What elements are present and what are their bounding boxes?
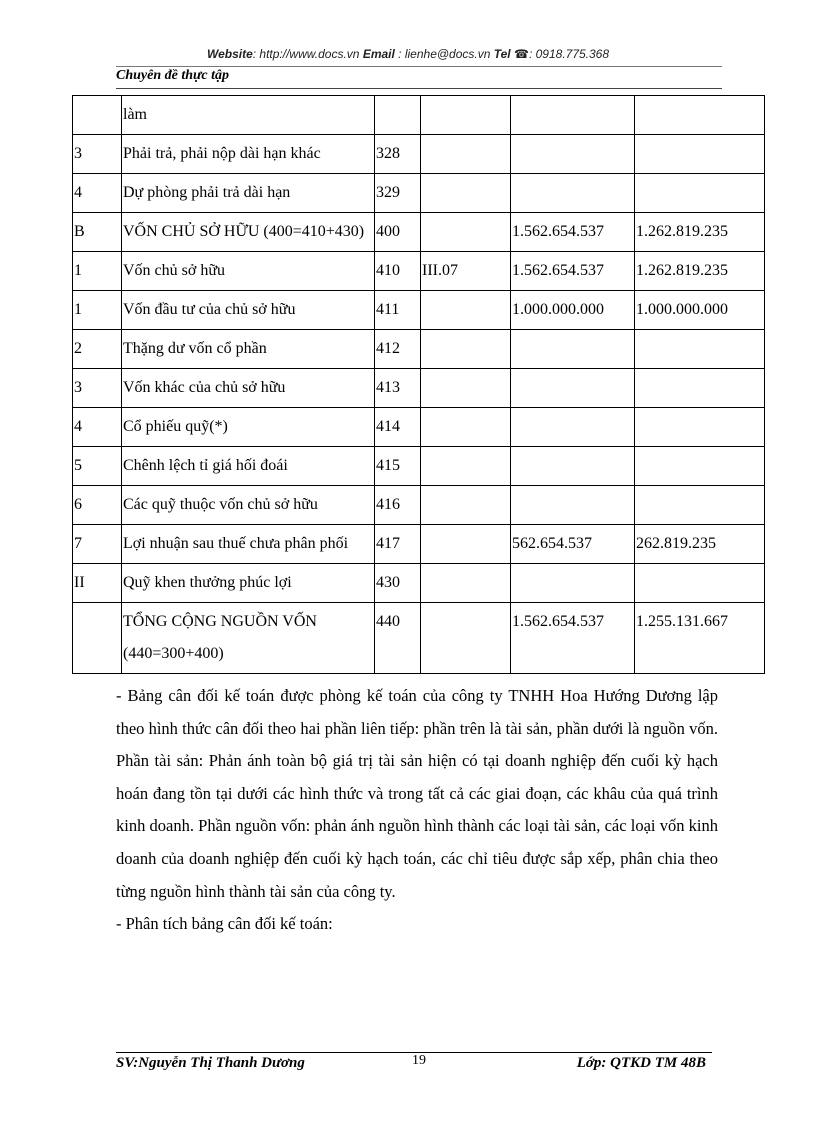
cell-end xyxy=(511,330,635,369)
paragraph-analysis-heading: - Phân tích bảng cân đối kế toán: xyxy=(116,914,333,934)
cell-note xyxy=(421,135,511,174)
cell-label: Phải trả, phải nộp dài hạn khác xyxy=(122,135,375,174)
cell-begin xyxy=(635,174,765,213)
cell-note xyxy=(421,564,511,603)
cell-begin: 1.255.131.667 xyxy=(635,603,765,674)
cell-code xyxy=(375,96,421,135)
cell-stt: 4 xyxy=(73,174,122,213)
cell-end xyxy=(511,369,635,408)
cell-stt: 1 xyxy=(73,252,122,291)
cell-label: Các quỹ thuộc vốn chủ sở hữu xyxy=(122,486,375,525)
cell-label: Vốn khác của chủ sở hữu xyxy=(122,369,375,408)
phone-icon: ☎ xyxy=(514,47,529,61)
table-row xyxy=(73,252,765,291)
cell-end xyxy=(511,174,635,213)
website-label: Website xyxy=(206,47,253,61)
cell-stt: 2 xyxy=(73,330,122,369)
cell-label: VỐN CHỦ SỞ HỮU (400=410+430) xyxy=(122,213,375,252)
cell-end: 1.562.654.537 xyxy=(511,603,635,674)
table-row xyxy=(73,330,765,369)
cell-code: 430 xyxy=(375,564,421,603)
table-row xyxy=(73,564,765,603)
cell-begin: 1.000.000.000 xyxy=(635,291,765,330)
cell-label: Vốn đầu tư của chủ sở hữu xyxy=(122,291,375,330)
cell-end: 1.562.654.537 xyxy=(511,213,635,252)
cell-begin xyxy=(635,447,765,486)
cell-stt xyxy=(73,603,122,674)
cell-stt: 6 xyxy=(73,486,122,525)
cell-label: Quỹ khen thưởng phúc lợi xyxy=(122,564,375,603)
table-row xyxy=(73,369,765,408)
body-text xyxy=(116,680,718,941)
cell-note xyxy=(421,330,511,369)
cell-note xyxy=(421,213,511,252)
cell-stt: II xyxy=(73,564,122,603)
cell-label: Vốn chủ sở hữu xyxy=(122,252,375,291)
cell-stt: 5 xyxy=(73,447,122,486)
cell-end xyxy=(511,564,635,603)
table-row xyxy=(73,174,765,213)
cell-begin xyxy=(635,369,765,408)
cell-begin xyxy=(635,408,765,447)
cell-code: 414 xyxy=(375,408,421,447)
class-name: Lớp: QTKD TM 48B xyxy=(576,1055,706,1071)
cell-label: TỔNG CỘNG NGUỒN VỐN (440=300+400) xyxy=(122,603,375,674)
cell-code: 411 xyxy=(375,291,421,330)
student-name: SV:Nguyễn Thị Thanh Dương xyxy=(116,1055,305,1071)
cell-label: Cổ phiếu quỹ(*) xyxy=(122,408,375,447)
table-row xyxy=(73,213,765,252)
cell-begin: 262.819.235 xyxy=(635,525,765,564)
balance-sheet-table xyxy=(72,95,765,674)
table-row xyxy=(73,603,765,674)
cell-label: Thặng dư vốn cổ phần xyxy=(122,330,375,369)
email-value: : lienhe@docs.vn xyxy=(398,47,491,61)
cell-begin xyxy=(635,330,765,369)
cell-note xyxy=(421,291,511,330)
cell-stt: 4 xyxy=(73,408,122,447)
subject-divider xyxy=(116,88,722,89)
cell-end xyxy=(511,135,635,174)
cell-code: 415 xyxy=(375,447,421,486)
cell-end xyxy=(511,447,635,486)
cell-begin xyxy=(635,96,765,135)
cell-end: 1.562.654.537 xyxy=(511,252,635,291)
table-row xyxy=(73,486,765,525)
page-number: 19 xyxy=(412,1053,426,1068)
cell-end xyxy=(511,96,635,135)
cell-label: Lợi nhuận sau thuế chưa phân phối xyxy=(122,525,375,564)
cell-note xyxy=(421,603,511,674)
email-label: Email xyxy=(362,47,395,61)
cell-code: 417 xyxy=(375,525,421,564)
table-row xyxy=(73,96,765,135)
cell-begin xyxy=(635,135,765,174)
cell-note xyxy=(421,369,511,408)
page-header xyxy=(0,47,816,61)
cell-begin: 1.262.819.235 xyxy=(635,252,765,291)
table-row xyxy=(73,135,765,174)
cell-note: III.07 xyxy=(421,252,511,291)
cell-stt: B xyxy=(73,213,122,252)
cell-stt: 3 xyxy=(73,369,122,408)
cell-code: 410 xyxy=(375,252,421,291)
table-row xyxy=(73,525,765,564)
cell-code: 412 xyxy=(375,330,421,369)
cell-stt: 7 xyxy=(73,525,122,564)
cell-note xyxy=(421,174,511,213)
cell-label: Chênh lệch tỉ giá hối đoái xyxy=(122,447,375,486)
cell-note xyxy=(421,447,511,486)
cell-stt xyxy=(73,96,122,135)
page-footer xyxy=(116,1055,712,1077)
table-row xyxy=(73,447,765,486)
cell-end: 1.000.000.000 xyxy=(511,291,635,330)
cell-begin xyxy=(635,564,765,603)
cell-end xyxy=(511,486,635,525)
cell-note xyxy=(421,408,511,447)
tel-label: Tel xyxy=(493,47,511,61)
cell-code: 400 xyxy=(375,213,421,252)
paragraph-description: - Bảng cân đối kế toán được phòng kế toán của công ty TNHH Hoa Hướng Dương lập theo hình thức cân đối theo hai phần liên tiếp: phần trên là tài sản, phần dưới là nguồn vốn. Phần tài sản: Phản ánh toàn bộ giá trị tài sản hiện có tại doanh nghiệp đến cuối kỳ hạch hoán đang tồn tại dưới các hình thức và trong tất cả các giai đoạn, các khâu của quá trình kinh doanh. Phần nguồn vốn: phản ánh nguồn hình thành các loại tài sản, các loại vốn kinh doanh của doanh nghiệp đến cuối kỳ hạch toán, các chỉ tiêu được sắp xếp, phân chia theo từng nguồn hình thành tài sản của công ty. xyxy=(116,686,718,901)
table-row xyxy=(73,291,765,330)
cell-label: Dự phòng phải trả dài hạn xyxy=(122,174,375,213)
header-divider xyxy=(116,66,722,67)
subject-title: Chuyên đề thực tập xyxy=(116,68,230,83)
website-value: : http://www.docs.vn xyxy=(252,47,360,61)
cell-code: 413 xyxy=(375,369,421,408)
tel-value: : 0918.775.368 xyxy=(528,47,610,61)
cell-end: 562.654.537 xyxy=(511,525,635,564)
cell-code: 328 xyxy=(375,135,421,174)
cell-note xyxy=(421,486,511,525)
cell-label: làm xyxy=(122,96,375,135)
cell-note xyxy=(421,525,511,564)
cell-begin xyxy=(635,486,765,525)
cell-stt: 1 xyxy=(73,291,122,330)
cell-note xyxy=(421,96,511,135)
cell-code: 440 xyxy=(375,603,421,674)
cell-stt: 3 xyxy=(73,135,122,174)
cell-code: 416 xyxy=(375,486,421,525)
cell-begin: 1.262.819.235 xyxy=(635,213,765,252)
cell-code: 329 xyxy=(375,174,421,213)
table-row xyxy=(73,408,765,447)
cell-end xyxy=(511,408,635,447)
